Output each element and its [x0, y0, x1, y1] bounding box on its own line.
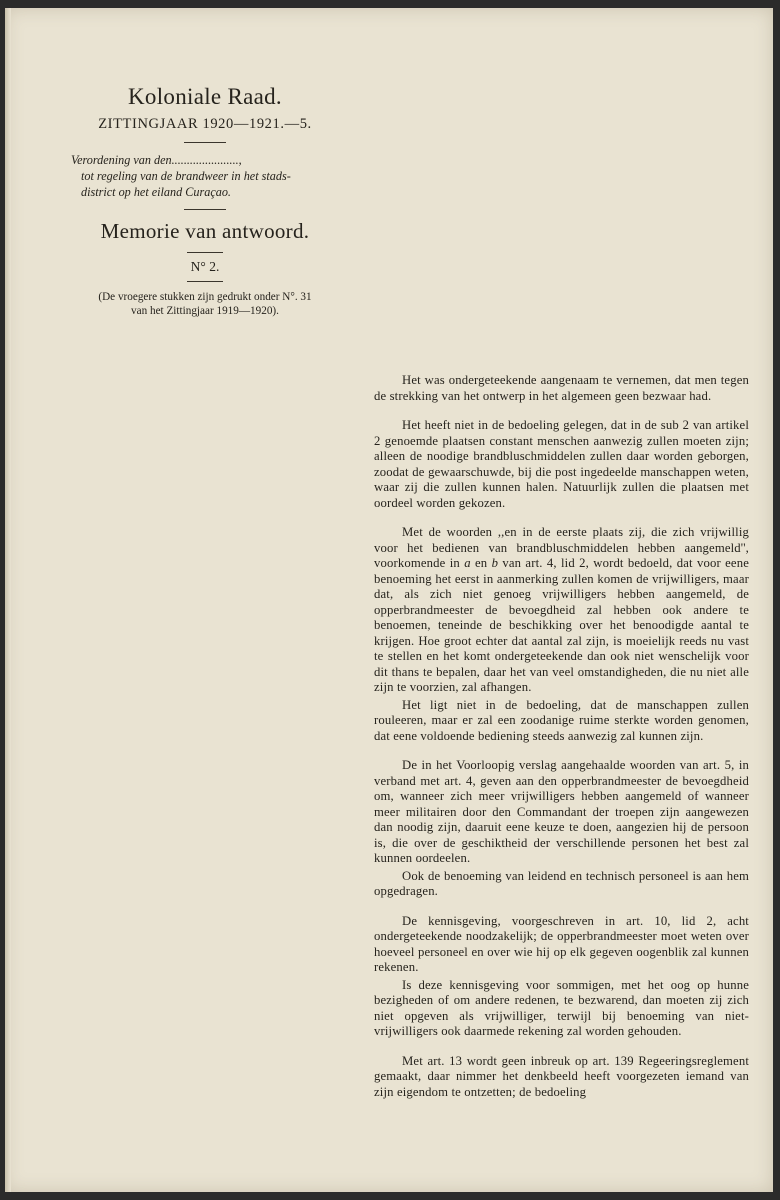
- paragraph: [374, 525, 749, 696]
- divider: [187, 252, 223, 253]
- memo-title: Memorie van antwoord.: [100, 219, 310, 243]
- body-text: [374, 373, 749, 1100]
- header-block: [63, 84, 347, 318]
- paragraph-text: Met de woorden ,,en in de eerste plaats zij, die zich vrijwillig voor het bedienen van brandbluschmiddelen hebben aangemeld'', voorkomende in: [374, 525, 749, 570]
- paragraph: Het was ondergeteekende aangenaam te vernemen, dat men tegen de strekking van het ontwerp in het algemeen geen bezwaar had.: [374, 373, 749, 403]
- item-letter: b: [491, 556, 499, 570]
- prior-note-line-2: van het Zittingjaar 1919—1920).: [131, 305, 279, 317]
- page-edge: [5, 8, 11, 1192]
- paragraph-text: van art. 4, lid 2, wordt bedoeld, dat voor eene benoeming het eerst in aanmerking zullen komen de vrijwilligers, maar dat, als zich niet genoeg vrijwilligers hebben aangemeld, de opperbrandmeester de bevoegdheid zal hebben ook andere te benoemen, teneinde de beschikking over het benoodigde aantal te krijgen. Hoe groot echter dat aantal zal zijn, is moeielijk reeds nu vast te stellen en het komt ondergeteekende dan ook niet wenschelijk voor dit thans te bepalen, daar het van veel omstandigheden, die nu niet alle zijn te voorzien, zal afhangen.: [374, 556, 749, 694]
- paragraph-text: en: [470, 556, 492, 570]
- subject-text: [63, 152, 347, 200]
- paragraph: Met art. 13 wordt geen inbreuk op art. 139 Regeeringsreglement gemaakt, daar nimmer het denkbeeld heeft voorgezeten iemand van zijn eigendom te ontzetten; de bedoeling: [374, 1053, 749, 1099]
- paragraph: Is deze kennisgeving voor sommigen, met het oog op hunne bezigheden of om andere redenen, te bezwarend, dan moeten zij zich niet opgeven als vrijwilliger, terwijl bij benoeming van niet-vrijwilligers ook daarmede rekening zal worden gehouden.: [374, 977, 749, 1038]
- prior-note: [63, 290, 347, 318]
- paragraph: De in het Voorloopig verslag aangehaalde woorden van art. 5, in verband met art. 4, geven aan den opperbrandmeester de bevoegdheid om, wanneer zich meer vrijwilligers hebben aangemeld of wanneer meer militairen door den Commandant der troepen zijn aangewezen dan noodig zijn, daaruit eene keuze te doen, aangezien hij de persoon is, die over de geschiktheid der verschillende personen het best zal kunnen oordeelen.: [374, 758, 749, 865]
- divider: [184, 142, 226, 143]
- paragraph: Het heeft niet in de bedoeling gelegen, dat in de sub 2 van artikel 2 genoemde plaatsen constant menschen aanwezig zullen moeten zijn; alleen de noodige brandbluschmiddelen zullen daar worden geborgen, zoodat de gewaarschuwde, bij die post ingedeelde manschappen weten, waar zij die zullen kunnen halen. Natuurlijk zullen die plaatsen met oordeel worden gekozen.: [374, 418, 749, 510]
- item-letter: a: [464, 556, 471, 570]
- document-page: [5, 8, 773, 1192]
- document-number: N° 2.: [190, 259, 220, 274]
- divider: [187, 281, 223, 282]
- session-line: ZITTINGJAAR 1920—1921.—5.: [98, 116, 312, 132]
- council-title: Koloniale Raad.: [128, 84, 282, 109]
- paragraph: De kennisgeving, voorgeschreven in art. 10, lid 2, acht ondergeteekende noodzakelijk; de opperbrandmeester moet weten over hoeveel personeel en over wie hij op elk gegeven oogenblik zal kunnen rekenen.: [374, 913, 749, 974]
- subject-line-3: district op het eiland Curaçao.: [81, 185, 231, 199]
- subject-line-2: tot regeling van de brandweer in het stads-: [81, 169, 291, 183]
- prior-note-line-1: (De vroegere stukken zijn gedrukt onder N°. 31: [98, 291, 312, 303]
- subject-line-1: Verordening van den......................,: [71, 153, 242, 167]
- divider: [184, 209, 226, 210]
- paragraph: Het ligt niet in de bedoeling, dat de manschappen zullen rouleeren, maar er zal een zoodanige ruime sterkte worden genomen, dat eene voldoende bediening steeds aanwezig zal kunnen zijn.: [374, 697, 749, 743]
- paragraph: Ook de benoeming van leidend en technisch personeel is aan hem opgedragen.: [374, 868, 749, 898]
